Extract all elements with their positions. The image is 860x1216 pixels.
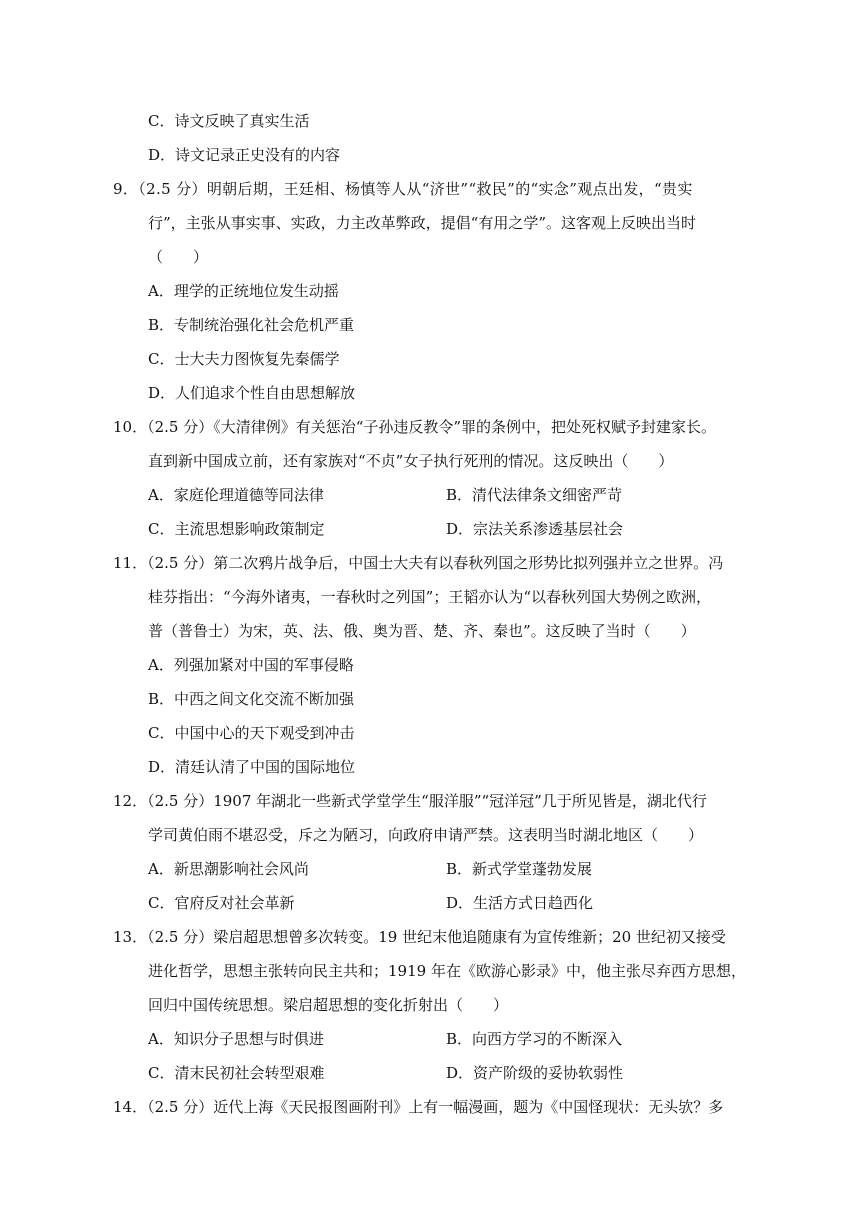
question-9-option-c: C．士大夫力图恢复先秦儒学: [148, 350, 340, 368]
question-12-option-c: C．官府反对社会革新: [148, 894, 295, 912]
question-11-option-b: B．中西之间文化交流不断加强: [148, 690, 355, 708]
question-13-stem-cont-1: 进化哲学，思想主张转向民主共和；1919 年在《欧游心影录》中，他主张尽弃西方思想，: [148, 962, 746, 980]
question-10-option-b: B．清代法律条文细密严苛: [446, 486, 623, 504]
question-9-stem: 9．（2.5 分）明朝后期，王廷相、杨慎等人从“济世”“救民”的“实念”观点出发，“贵实: [113, 180, 693, 198]
question-11-option-c: C．中国中心的天下观受到冲击: [148, 724, 355, 742]
question-13-option-b: B．向西方学习的不断深入: [446, 1030, 623, 1048]
question-9-option-b: B．专制统治强化社会危机严重: [148, 316, 355, 334]
question-11-stem-cont-1: 桂芬指出：“今海外诸夷，一春秋时之列国”；王韬亦认为“以春秋列国大势例之欧洲，: [148, 588, 712, 606]
question-12-option-d: D．生活方式日趋西化: [446, 894, 594, 912]
question-11-option-a: A．列强加紧对中国的军事侵略: [148, 656, 354, 674]
question-11-stem: 11．（2.5 分）第二次鸦片战争后，中国士大夫有以春秋列国之形势比拟列强并立之世界。冯: [113, 554, 724, 572]
question-9-answer-blank: （ ）: [148, 248, 209, 266]
question-12-option-a: A．新思潮影响社会风尚: [148, 860, 309, 878]
question-11-stem-cont-2: 普（普鲁士）为宋，英、法、俄、奥为晋、楚、齐、秦也”。这反映了当时（ ）: [148, 622, 696, 640]
question-10-stem: 10．（2.5 分）《大清律例》有关惩治“子孙违反教令”罪的条例中，把处死权赋予封建家长。: [113, 418, 717, 436]
question-9-option-d: D．人们追求个性自由思想解放: [148, 384, 356, 402]
question-11-option-d: D．清廷认清了中国的国际地位: [148, 758, 356, 776]
question-12-stem: 12．（2.5 分）1907 年湖北一些新式学堂学生“服洋服”“冠洋冠”几于所见皆是，湖北代行: [113, 792, 707, 810]
question-13-stem-cont-2: 回归中国传统思想。梁启超思想的变化折射出（ ）: [148, 996, 509, 1014]
question-9-stem-cont: 行”，主张从事实事、实政，力主改革弊政，提倡“有用之学”。这客观上反映出当时: [148, 214, 697, 232]
question-14-stem: 14．（2.5 分）近代上海《天民报图画附刊》上有一幅漫画，题为《中国怪现状：无头欤？多: [113, 1098, 724, 1116]
question-13-option-a: A．知识分子思想与时俱进: [148, 1030, 324, 1048]
question-10-option-d: D．宗法关系渗透基层社会: [446, 520, 624, 538]
question-13-stem: 13．（2.5 分）梁启超思想曾多次转变。19 世纪末他追随康有为宣传维新；20 世纪初又接受: [113, 928, 726, 946]
option-c: C．诗文反映了真实生活: [148, 112, 310, 130]
question-12-option-b: B．新式学堂蓬勃发展: [446, 860, 593, 878]
question-13-option-c: C．清末民初社会转型艰难: [148, 1064, 325, 1082]
question-12-stem-cont: 学司黄伯雨不堪忍受，斥之为陋习，向政府申请严禁。这表明当时湖北地区（ ）: [148, 826, 704, 844]
question-10-option-a: A．家庭伦理道德等同法律: [148, 486, 324, 504]
question-13-option-d: D．资产阶级的妥协软弱性: [446, 1064, 624, 1082]
option-d: D．诗文记录正史没有的内容: [148, 146, 341, 164]
question-9-option-a: A．理学的正统地位发生动摇: [148, 282, 339, 300]
question-10-option-c: C．主流思想影响政策制定: [148, 520, 325, 538]
question-10-stem-cont: 直到新中国成立前，还有家族对“不贞”女子执行死刑的情况。这反映出（ ）: [148, 452, 674, 470]
